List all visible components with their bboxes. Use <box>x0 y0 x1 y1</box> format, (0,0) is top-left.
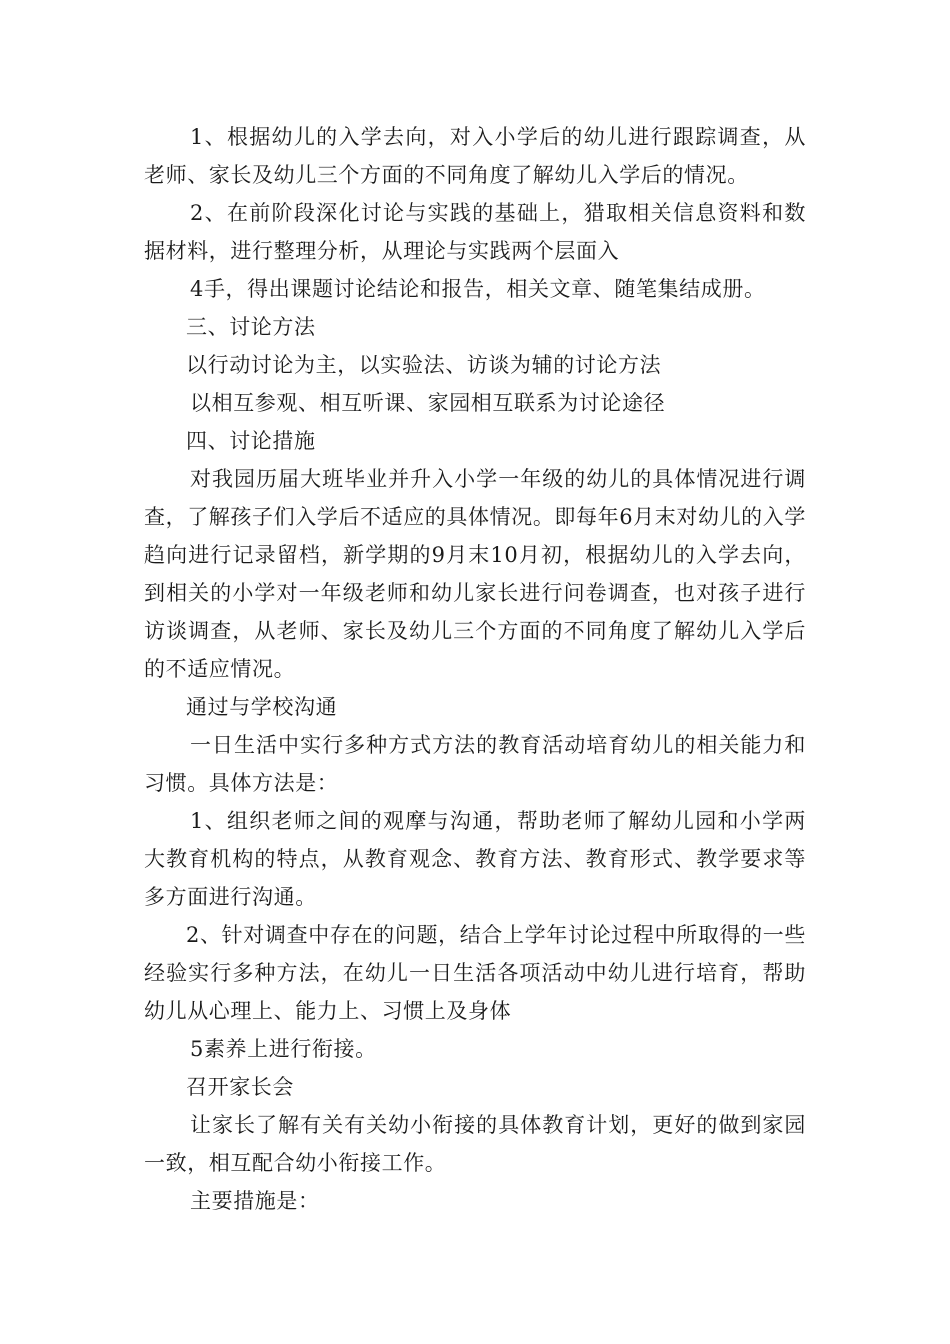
paragraph-main-measures: 主要措施是： <box>190 1189 320 1213</box>
paragraph-data-analysis: 2、在前阶段深化讨论与实践的基础上，猎取相关信息资料和数据材料，进行整理分析，从理论与实践两个层面入 <box>144 201 806 263</box>
paragraph-parent-plan: 让家长了解有关有关幼小衔接的具体教育计划，更好的做到家园一致，相互配合幼小衔接工作。 <box>144 1113 806 1175</box>
paragraph-conclusion-report: 4手，得出课题讨论结论和报告，相关文章、随笔集结成册。 <box>190 277 766 301</box>
heading-research-measures: 四、讨论措施 <box>186 429 316 453</box>
heading-research-methods: 三、讨论方法 <box>186 315 316 339</box>
paragraph-problem-response: 2、针对调查中存在的问题，结合上学年讨论过程中所取得的一些经验实行多种方法，在幼儿一日生活各项活动中幼儿进行培育，帮助幼儿从心理上、能力上、习惯上及身体 <box>144 923 806 1023</box>
paragraph-teacher-exchange: 1、组织老师之间的观摩与沟通，帮助老师了解幼儿园和小学两大教育机构的特点，从教育观念、教育方法、教育形式、教学要求等多方面进行沟通。 <box>144 809 806 909</box>
heading-school-communication: 通过与学校沟通 <box>186 695 338 719</box>
paragraph-research-approach: 以相互参观、相互听课、家园相互联系为讨论途径 <box>190 391 666 415</box>
paragraph-tracking-survey: 1、根据幼儿的入学去向，对入小学后的幼儿进行跟踪调查，从老师、家长及幼儿三个方面的不同角度了解幼儿入学后的情况。 <box>144 125 806 187</box>
document-body <box>144 118 806 1220</box>
paragraph-graduate-survey: 对我园历届大班毕业并升入小学一年级的幼儿的具体情况进行调查，了解孩子们入学后不适应的具体情况。即每年6月末对幼儿的入学趋向进行记录留档，新学期的9月末10月初，根据幼儿的入学去向，到相关的小学对一年级老师和幼儿家长进行问卷调查，也对孩子进行访谈调查，从老师、家长及幼儿三个方面的不同角度了解幼儿入学后的不适应情况。 <box>144 467 806 681</box>
heading-parent-meeting: 召开家长会 <box>186 1075 294 1099</box>
paragraph-daily-education: 一日生活中实行多种方式方法的教育活动培育幼儿的相关能力和习惯。具体方法是： <box>144 733 806 795</box>
paragraph-action-research: 以行动讨论为主，以实验法、访谈为辅的讨论方法 <box>186 353 662 377</box>
paragraph-quality-transition: 5素养上进行衔接。 <box>190 1037 377 1061</box>
